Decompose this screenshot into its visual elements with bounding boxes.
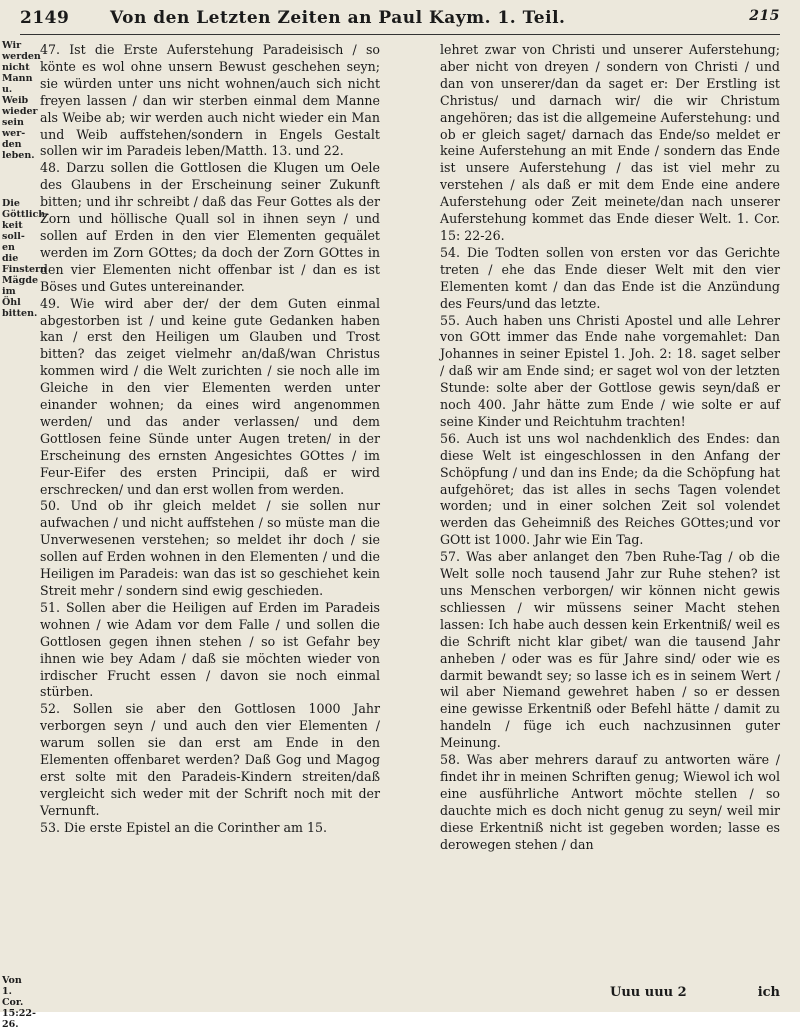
running-title: Von den Letzten Zeiten an Paul Kaym. 1. Teil. bbox=[110, 8, 566, 28]
paragraph: 56. Auch ist uns wol nachdenklich des Endes: dan diese Welt ist eingeschlossen in den Anfang der Schöpfung / und dan ins Ende; da die Schöpfung hat aufgehöret; das ist alles in sechs Tagen volendet worden; und in einer solchen Zeit sol volendet werden das Geheimniß des Reiches GOttes;und vor GOtt ist 1000. Jahr wie Ein Tag. bbox=[440, 430, 780, 548]
margin-note: Die Göttlich- keit soll- en die Finstern Mägde im Öhl bitten. bbox=[2, 198, 50, 319]
paragraph: 58. Was aber mehrers darauf zu antworten wäre / findet ihr in meinen Schriften genug; Wiewol ich wol eine ausführliche Antwort möchte stellen / so dauchte mich es doch nicht genug zu seyn/ weil mir diese Erkentniß nicht ist gegeben worden; lasse es derowegen stehen / dan bbox=[440, 752, 780, 852]
paragraph: lehret zwar von Christi und unserer Auferstehung; aber nicht von dreyen / sondern von Christi / und dan von unserer/dan da saget er: Der Erstling ist Christus/ und darnach wir/ die wir Christum angehören; das ist die allgemeine Auferstehung: und ob er gleich saget/ darnach das Ende/so meldet er keine Auferstehung an mit Ende / sondern das Ende ist unsere Auferstehung / das ist viel mehr zu verstehen / als daß er mit dem Ende eine andere Auferstehung oder Zeit meinete/dan nach unserer Auferstehung kommet das Ende dieser Welt. 1. Cor. 15: 22-26. bbox=[440, 42, 780, 243]
paragraph: 53. Die erste Epistel an die Corinther am 15. bbox=[40, 819, 328, 835]
text-column-left bbox=[40, 42, 380, 837]
text-column-right bbox=[440, 42, 780, 854]
page-number-left: 2149 bbox=[20, 8, 70, 28]
paragraph: 51. Sollen aber die Heiligen auf Erden im Paradeis wohnen / wie Adam vor dem Falle / und sollen die Gottlosen gegen ihnen stehen / so ist Gefahr bey ihnen wie bey Adam / daß sie möchten wieder von irdischer Frucht essen / davon sie noch einmal stürben. bbox=[40, 599, 380, 700]
paragraph: 50. Und ob ihr gleich meldet / sie sollen nur aufwachen / und nicht auffstehen / so müste man die Unverwesenen verstehen; so meldet ihr doch / sie sollen auf Erden wohnen in den Elementen / und die Heiligen im Paradeis: wan das ist so geschiehet kein Streit mehr / sondern sind ewig geschieden. bbox=[40, 498, 380, 598]
signature-mark: Uuu uuu 2 bbox=[610, 985, 687, 1000]
paragraph: 48. Darzu sollen die Gottlosen die Klugen um Oele des Glaubens in der Erscheinung seiner Zukunft bitten; und ihr schreibt / daß das Feur Gottes als der Zorn und höllische Quall sol in ihnen seyn / und sollen auf Erden in den vier Elementen gequälet werden im Zorn GOttes; da doch der Zorn GOttes in den vier Elementen nicht offenbar ist / dan es ist Böses und Gutes untereinander. bbox=[40, 160, 380, 294]
catchword: ich bbox=[757, 985, 780, 1000]
paragraph: 47. Ist die Erste Auferstehung Paradeisisch / so könte es wol ohne unsern Bewust geschehen seyn; sie würden unter uns nicht wohnen/auch sich nicht freyen lassen / dan wir sterben einmal dem Manne als Weibe ab; wir werden auch nicht wieder ein Man und Weib auffstehen/sondern in Engels Gestalt sollen wir im Paradeis leben/Matth. 13. und 22. bbox=[40, 42, 380, 159]
paragraph: 49. Wie wird aber der/ der dem Guten einmal abgestorben ist / und keine gute Gedanken haben kan / erst den Heiligen um Glauben und Trost bitten? das zeiget vielmehr an/daß/wan Christus kommen wird / die Welt zurichten / sie noch alle im Gleiche in den vier Elementen werden unter einander wohnen; da eines wird angenommen werden/ und das ander verlassen/ und dem Gottlosen feine Sünde unter Augen treten/ in der Erscheinung des ernsten Angesichtes GOttes / im Feur-Eifer des ersten Principii, daß er wird erschrecken/ und dan erst wollen from werden. bbox=[40, 295, 380, 497]
paragraph: 55. Auch haben uns Christi Apostel und alle Lehrer von GOtt immer das Ende nahe vorgemahlet: Dan Johannes in seiner Epistel 1. Joh. 2: 18. saget selber / daß wir am Ende sind; er saget wol von der letzten Stunde: solte aber der Gottlose gewis seyn/daß er noch 400. Jahr hätte zum Ende / wie solte er auf seine Kinder und Reichtuhm trachten! bbox=[440, 312, 780, 429]
margin-note: Wir werden nicht Mann u. Weib wieder sein wer- den leben. bbox=[2, 40, 41, 161]
paragraph: 57. Was aber anlanget den 7ben Ruhe-Tag / ob die Welt solle noch tausend Jahr zur Ruhe stehen? ist uns Menschen verborgen/ wir können nicht gewis schliessen / wir müssens seiner Macht stehen lassen: Ich habe auch dessen kein Erkentniß/ weil es die Schrift nicht klar gibet/ wan die tausend Jahr anheben / oder was es für Jahre sind/ oder wie es darmit bewandt sey; so lasse ich es in seinem Wert / wil aber Niemand gewehret haben / so er dessen eine gewisse Erkentniß oder Befehl hätte / damit zu handeln / füge ich euch nachzusinnen guter Meinung. bbox=[440, 549, 780, 751]
paragraph: 54. Die Todten sollen von ersten vor das Gerichte treten / ehe das Ende dieser Welt mit den vier Elementen komt / dan das Ende ist die Anzündung des Feurs/und das letzte. bbox=[440, 244, 780, 311]
margin-note-reference: Von 1. Cor. 15:22- 26. bbox=[2, 975, 36, 1030]
page-header bbox=[20, 8, 780, 34]
paragraph: 52. Sollen sie aber den Gottlosen 1000 Jahr verborgen seyn / und auch den vier Elementen / warum sollen sie dan erst am Ende in den Elementen offenbaret werden? Daß Gog und Magog erst solte mit den Paradeis-Kindern streiten/daß vergleicht sich weder mit der Schrift noch mit der Vernunft. bbox=[40, 701, 380, 818]
header-rule bbox=[20, 34, 780, 35]
page-number-right: 215 bbox=[749, 8, 780, 24]
page-footer bbox=[440, 985, 780, 1005]
